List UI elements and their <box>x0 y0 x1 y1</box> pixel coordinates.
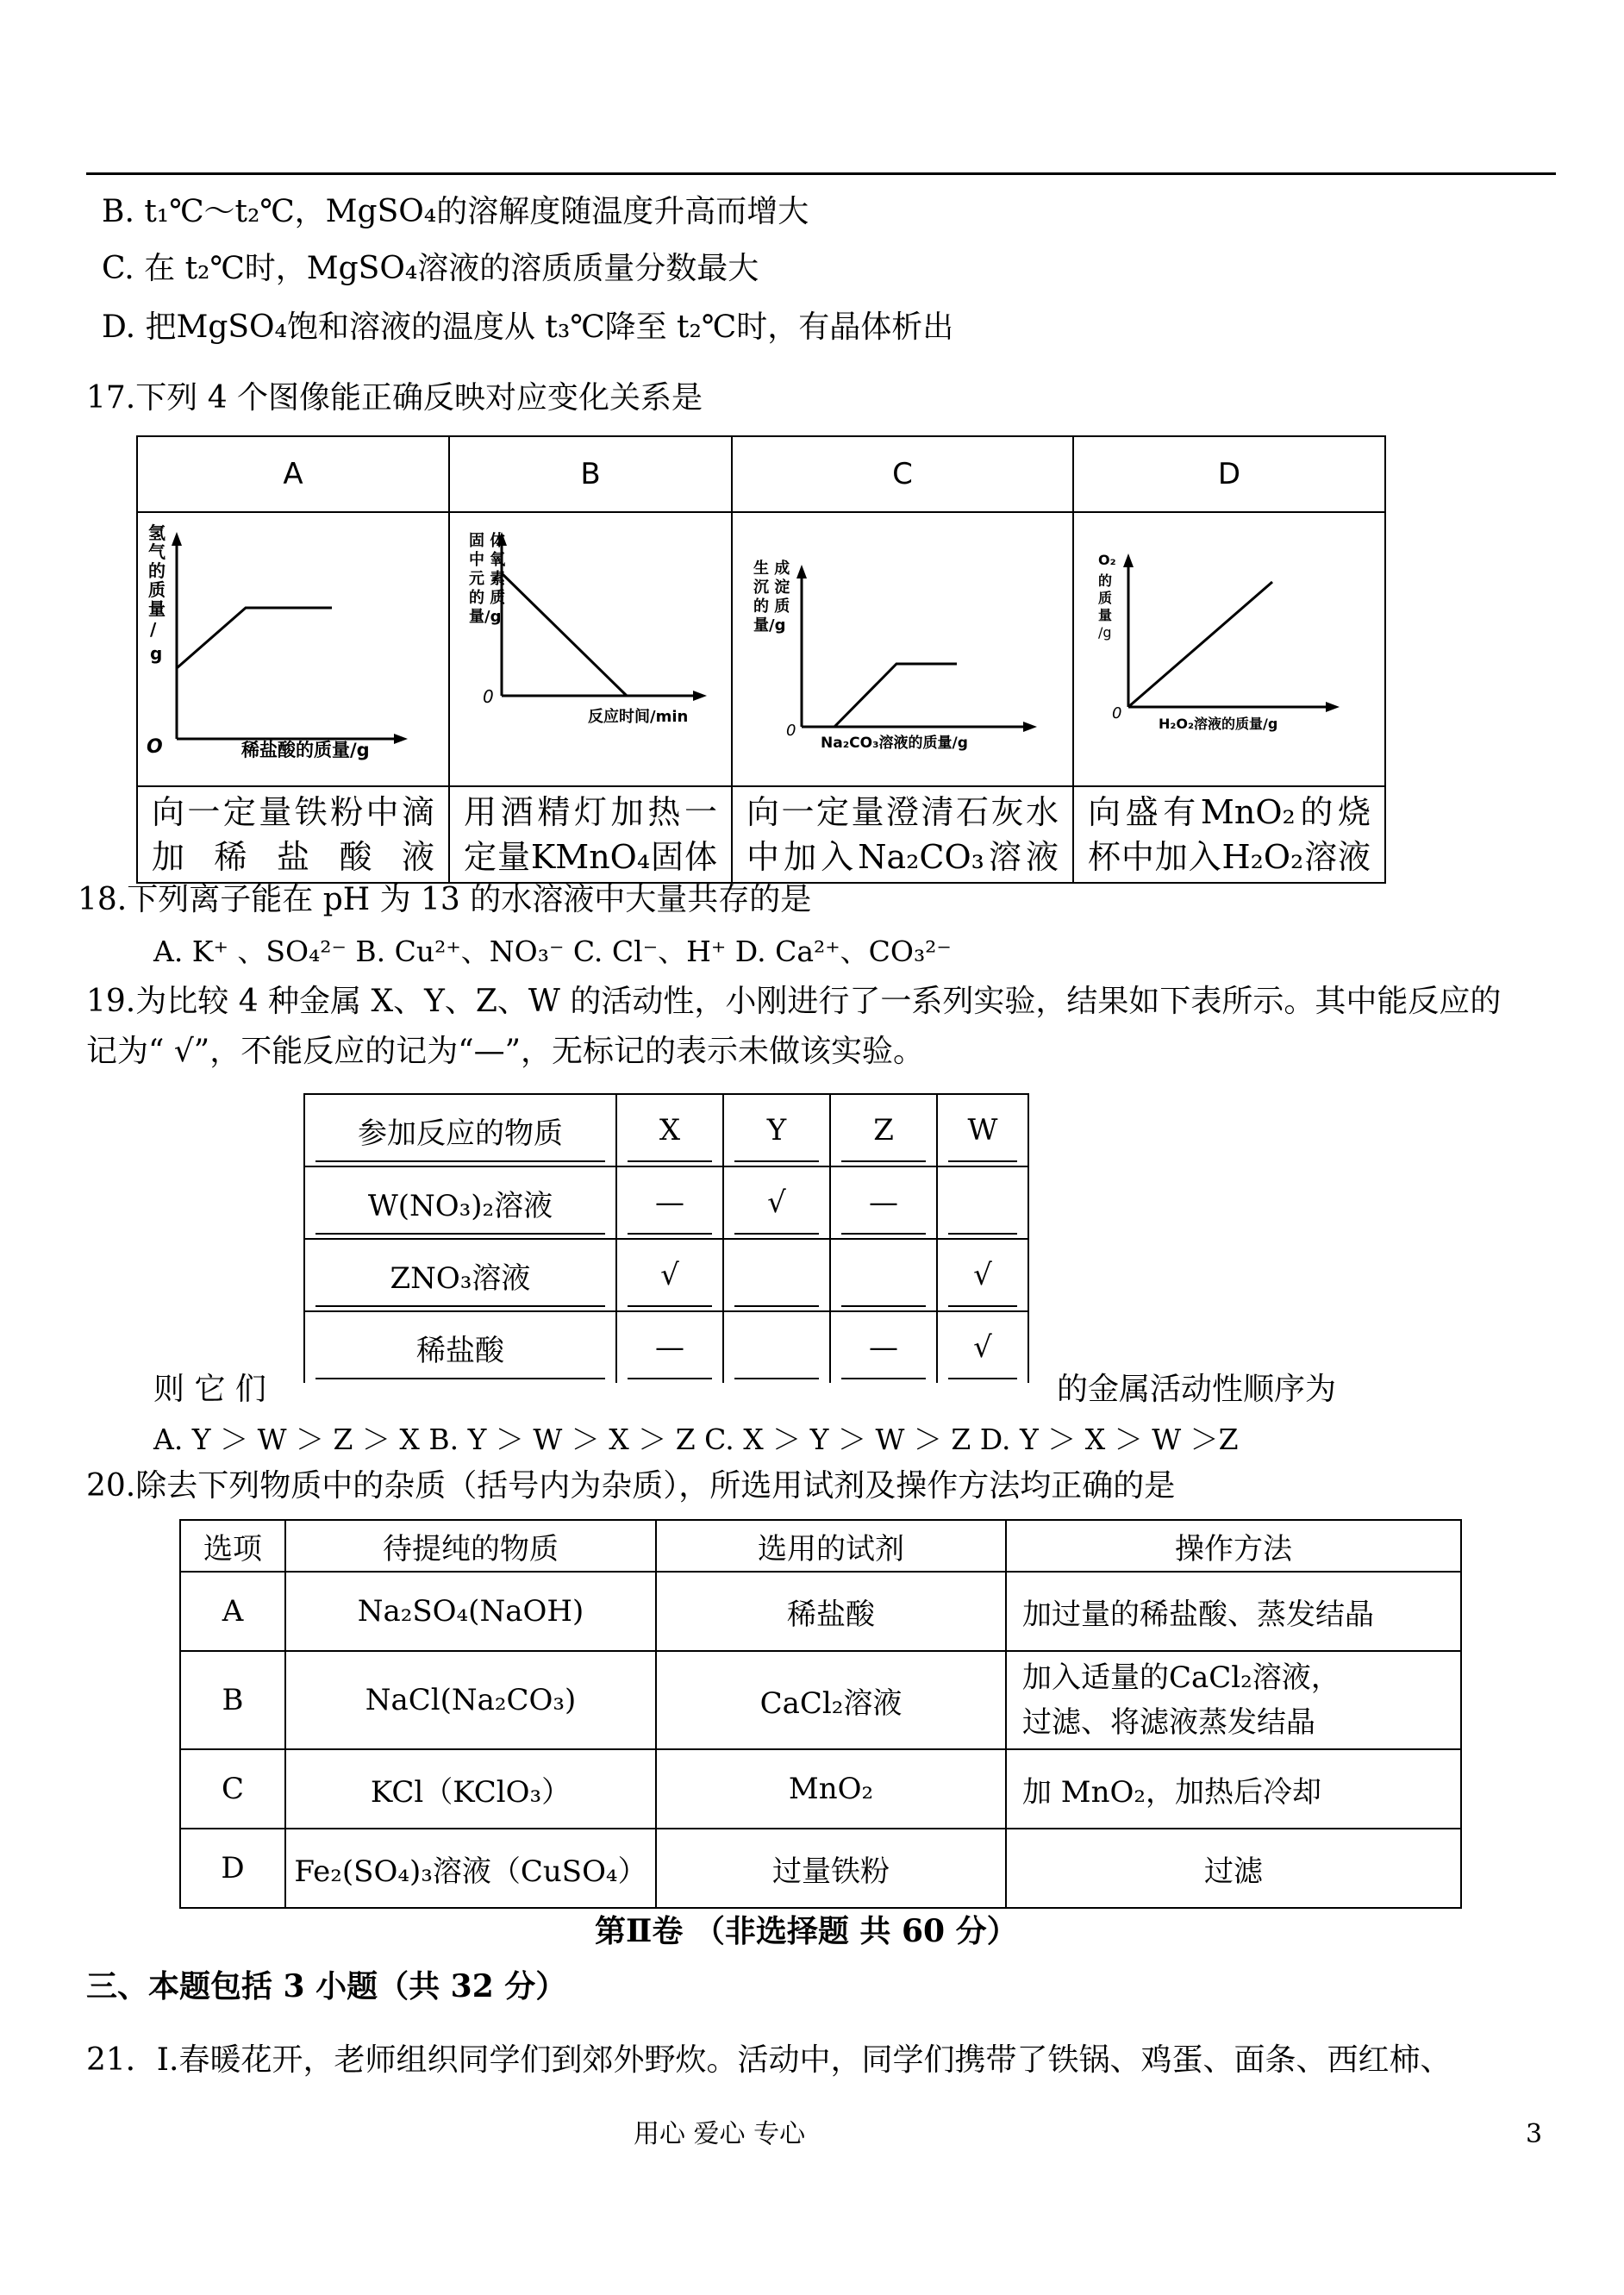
option-d: D. 把MgSO₄饱和溶液的温度从 t₃℃降至 t₂℃时，有晶体析出 <box>102 310 954 345</box>
q17-header-a: A <box>137 436 449 512</box>
question-19-line2: 记为“ √”，不能反应的记为“—”，无标记的表示未做该实验。 <box>86 1034 925 1069</box>
q19-row2-x-text: √ <box>660 1258 679 1292</box>
q20-row-b-substance: NaCl(Na₂CO₃) <box>285 1651 656 1749</box>
question-21: 21．Ⅰ.春暖花开，老师组织同学们到郊外野炊。活动中，同学们携带了铁锅、鸡蛋、面条、西红柿、 <box>86 2042 1452 2078</box>
footer-slogan: 用心 爱心 专心 <box>634 2119 806 2149</box>
question-18: 18.下列离子能在 pH 为 13 的水溶液中大量共存的是 <box>78 882 812 917</box>
q20-row-a-method: 加过量的稀盐酸、蒸发结晶 <box>1006 1572 1461 1651</box>
q17-desc-b: 用酒精灯加热一定量KMnO₄固体 <box>449 786 732 883</box>
graph-a-cell <box>137 512 449 786</box>
graph-a-origin: O <box>147 736 163 758</box>
graph-c-ylabel-1: 沉 淀 <box>753 578 790 597</box>
q20-row-a-reagent: 稀盐酸 <box>656 1572 1006 1651</box>
graph-a-ylabel-0: 氢 <box>148 522 166 543</box>
q19-row2-substance-text: ZNO₃溶液 <box>390 1260 531 1296</box>
q20-row-d-substance: Fe₂(SO₄)₃溶液（CuSO₄） <box>285 1829 656 1908</box>
graph-d <box>1074 513 1384 782</box>
q19-row1-w <box>937 1166 1028 1239</box>
q19-row1-z <box>830 1166 937 1239</box>
q19-header-z <box>830 1094 937 1166</box>
graph-b-ylabel-0: 固 体 <box>469 532 506 550</box>
q20-header-option: 选项 <box>180 1520 285 1572</box>
section-three-title: 三、本题包括 3 小题（共 32 分） <box>86 1968 567 2004</box>
q20-row-c-option: C <box>180 1749 285 1829</box>
graph-a-xlabel: 稀盐酸的质量/g <box>241 740 370 760</box>
q19-row1-substance <box>304 1166 616 1239</box>
question-19-left-text: 则 它 们 <box>153 1372 266 1407</box>
graph-b-ylabel-2: 元 素 <box>469 570 506 588</box>
graph-b-ylabel-1: 中 氧 <box>469 551 506 569</box>
question-18-options: A. K⁺ 、SO₄²⁻ B. Cu²⁺、NO₃⁻ C. Cl⁻、H⁺ D. Ca²⁺、CO₃²⁻ <box>153 935 952 968</box>
graph-d-xlabel: H₂O₂溶液的质量/g <box>1159 716 1278 732</box>
graph-c-ylabel-3: 量/g <box>753 616 786 635</box>
graph-c-ylabel-0: 生 成 <box>753 560 790 578</box>
graph-c <box>733 513 1072 782</box>
q17-header-d: D <box>1073 436 1385 512</box>
q20-row-b-reagent: CaCl₂溶液 <box>656 1651 1006 1749</box>
graph-a-ylabel-5: / <box>150 619 157 640</box>
question-17: 17.下列 4 个图像能正确反映对应变化关系是 <box>86 380 703 416</box>
q19-row3-substance <box>304 1311 616 1383</box>
graph-a <box>138 513 448 782</box>
q19-row2-w-text: √ <box>973 1258 992 1292</box>
graph-c-xlabel: Na₂CO₃溶液的质量/g <box>821 735 968 752</box>
q19-row1-z-text: — <box>869 1185 898 1220</box>
graph-a-ylabel-3: 质 <box>148 579 166 600</box>
q19-row1-substance-text: W(NO₃)₂溶液 <box>367 1188 553 1223</box>
q17-header-b: B <box>449 436 732 512</box>
q19-row2-w <box>937 1239 1028 1311</box>
page-number: 3 <box>1526 2119 1543 2149</box>
q17-table <box>136 435 1386 884</box>
q20-row-b-method: 加入适量的CaCl₂溶液， 过滤、将滤液蒸发结晶 <box>1006 1651 1461 1749</box>
q17-desc-d: 向盛有MnO₂的烧杯中加入H₂O₂溶液 <box>1073 786 1385 883</box>
q20-header-reagent: 选用的试剂 <box>656 1520 1006 1572</box>
graph-b-ylabel-4: 量/g <box>469 608 502 626</box>
option-c: C. 在 t₂℃时，MgSO₄溶液的溶质质量分数最大 <box>102 251 759 286</box>
q17-desc-a: 向一定量铁粉中滴加稀盐酸液 <box>137 786 449 883</box>
q19-row3-z <box>830 1311 937 1383</box>
graph-d-ylabel-1: 的 <box>1098 572 1113 589</box>
q20-row-a-option: A <box>180 1572 285 1651</box>
q19-header-w <box>937 1094 1028 1166</box>
q19-header-substance <box>304 1094 616 1166</box>
question-20: 20.除去下列物质中的杂质（括号内为杂质），所选用试剂及操作方法均正确的是 <box>86 1468 1176 1504</box>
graph-b <box>450 513 731 782</box>
graph-b-xlabel: 反应时间/min <box>588 708 689 726</box>
q20-row-d-method: 过滤 <box>1006 1829 1461 1908</box>
graph-b-origin: 0 <box>483 686 494 707</box>
question-19-options: A. Y ＞ W ＞ Z ＞ X B. Y ＞ W ＞ X ＞ Z C. X ＞ Y ＞ W ＞ Z D. Y ＞ X ＞ W ＞Z <box>153 1423 1239 1456</box>
q19-row3-x <box>616 1311 723 1383</box>
q19-header-x <box>616 1094 723 1166</box>
graph-d-cell <box>1073 512 1385 786</box>
q19-row1-y-text: √ <box>767 1185 786 1220</box>
q20-row-a-substance: Na₂SO₄(NaOH) <box>285 1572 656 1651</box>
graph-d-ylabel-4: /g <box>1098 624 1112 641</box>
graph-b-ylabel-3: 的 质 <box>469 589 506 607</box>
graph-b-cell <box>449 512 732 786</box>
graph-d-ylabel-2: 质 <box>1098 590 1113 606</box>
q19-row3-w-text: √ <box>973 1330 992 1365</box>
q19-row3-substance-text: 稀盐酸 <box>416 1333 504 1368</box>
header-rule <box>86 172 1556 175</box>
q20-row-d-option: D <box>180 1829 285 1908</box>
q19-row3-z-text: — <box>869 1330 898 1365</box>
q19-row3-w <box>937 1311 1028 1383</box>
q20-row-b-option: B <box>180 1651 285 1749</box>
q19-header-x-text: X <box>659 1113 681 1148</box>
q19-row1-y <box>723 1166 830 1239</box>
q19-row3-x-text: — <box>655 1330 684 1365</box>
graph-d-ylabel-3: 量 <box>1098 607 1113 623</box>
q19-row3-y <box>723 1311 830 1383</box>
q19-row1-x-text: — <box>655 1185 684 1220</box>
graph-a-ylabel-4: 量 <box>148 598 166 619</box>
q19-row1-x <box>616 1166 723 1239</box>
graph-c-origin: 0 <box>786 722 796 740</box>
q20-row-d-reagent: 过量铁粉 <box>656 1829 1006 1908</box>
q20-row-c-substance: KCl（KClO₃） <box>285 1749 656 1829</box>
q20-row-c-method: 加 MnO₂，加热后冷却 <box>1006 1749 1461 1829</box>
q17-header-c: C <box>732 436 1073 512</box>
graph-a-ylabel-1: 气 <box>148 541 166 562</box>
graph-c-cell <box>732 512 1073 786</box>
q19-header-substance-text: 参加反应的物质 <box>358 1116 563 1151</box>
q20-table <box>179 1519 1462 1909</box>
q20-header-substance: 待提纯的物质 <box>285 1520 656 1572</box>
q17-desc-c: 向一定量澄清石灰水中加入Na₂CO₃溶液 <box>732 786 1073 883</box>
q20-header-method: 操作方法 <box>1006 1520 1461 1572</box>
q19-header-w-text: W <box>967 1113 998 1148</box>
q19-row2-z <box>830 1239 937 1311</box>
graph-a-ylabel-2: 的 <box>148 560 166 581</box>
question-19-right-text: 的金属活动性顺序为 <box>1057 1372 1337 1407</box>
option-b: B. t₁℃～t₂℃，MgSO₄的溶解度随温度升高而增大 <box>102 194 809 229</box>
graph-d-ylabel-0: O₂ <box>1098 552 1116 568</box>
q19-header-y <box>723 1094 830 1166</box>
question-19-line1: 19.为比较 4 种金属 X、Y、Z、W 的活动性，小刚进行了一系列实验，结果如下表所示。其中能反应的 <box>86 984 1502 1019</box>
q19-table <box>303 1093 1029 1383</box>
q19-row2-x <box>616 1239 723 1311</box>
graph-c-ylabel-2: 的 质 <box>753 597 790 616</box>
q19-header-z-text: Z <box>873 1113 894 1148</box>
q19-header-y-text: Y <box>766 1113 787 1148</box>
q20-row-c-reagent: MnO₂ <box>656 1749 1006 1829</box>
graph-d-origin: 0 <box>1112 704 1122 722</box>
q19-row2-y <box>723 1239 830 1311</box>
q19-row2-substance <box>304 1239 616 1311</box>
graph-a-ylabel-6: g <box>150 643 163 664</box>
part-two-title: 第Ⅱ卷 （非选择题 共 60 分） <box>595 1913 1018 1949</box>
